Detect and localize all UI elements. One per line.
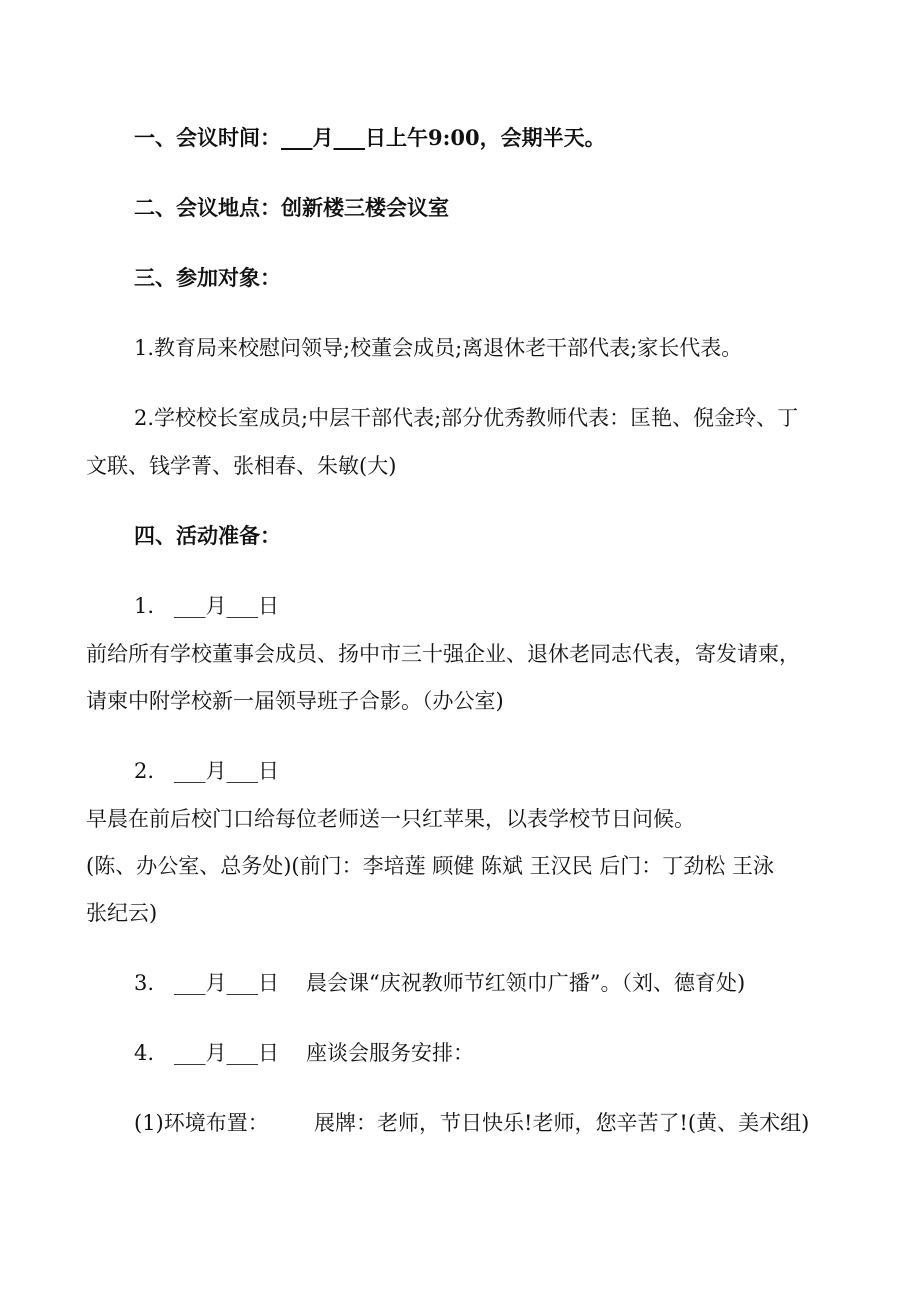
prep-item-4-number: 4. (134, 1041, 155, 1065)
prep-item-3-text: 晨会课“庆祝教师节红领巾广播”。（刘、德育处) (306, 971, 746, 995)
section-meeting-time: 一、会议时间：___月___日上午9:00，会期半天。 (134, 125, 606, 150)
prep-item-2-line-2: (陈、办公室、总务处)(前门：李培莲 顾健 陈斌 王汉民 后门：丁劲松 王泳 (86, 854, 774, 878)
participants-item-2-line-2: 文联、钱学菁、张相春、朱敏(大) (86, 454, 397, 478)
prep-item-3-number: 3. (134, 971, 155, 995)
section-activity-prep: 四、活动准备： (134, 523, 281, 548)
prep-item-4-date: ___月___日 (174, 1041, 279, 1065)
prep-item-2-line-1: 早晨在前后校门口给每位老师送一只红苹果，以表学校节日问候。 (86, 807, 695, 831)
prep-item-3-date: ___月___日 (174, 971, 279, 995)
prep-item-2-number: 2. (134, 759, 155, 783)
prep-item-1-line-2: 请柬中附学校新一届领导班子合影。（办公室) (86, 689, 504, 713)
prep-item-1-number: 1. (134, 594, 155, 618)
prep-item-4-text: 座谈会服务安排： (306, 1041, 474, 1065)
env-setup-label: (1)环境布置： (134, 1111, 269, 1135)
prep-item-2-date: ___月___日 (174, 759, 279, 783)
prep-item-2-line-3: 张纪云) (86, 901, 158, 925)
section-meeting-location: 二、会议地点：创新楼三楼会议室 (134, 195, 449, 220)
section-participants: 三、参加对象： (134, 265, 281, 290)
participants-item-1: 1.教育局来校慰问领导;校董会成员;离退休老干部代表;家长代表。 (134, 336, 743, 360)
participants-item-2-line-1: 2.学校校长室成员;中层干部代表;部分优秀教师代表：匡艳、倪金玲、丁 (134, 406, 799, 430)
env-setup-text: 展牌：老师，节日快乐!老师，您辛苦了!(黄、美术组) (314, 1111, 810, 1135)
prep-item-1-line-1: 前给所有学校董事会成员、扬中市三十强企业、退休老同志代表，寄发请柬， (86, 642, 800, 666)
prep-item-1-date: ___月___日 (174, 594, 279, 618)
